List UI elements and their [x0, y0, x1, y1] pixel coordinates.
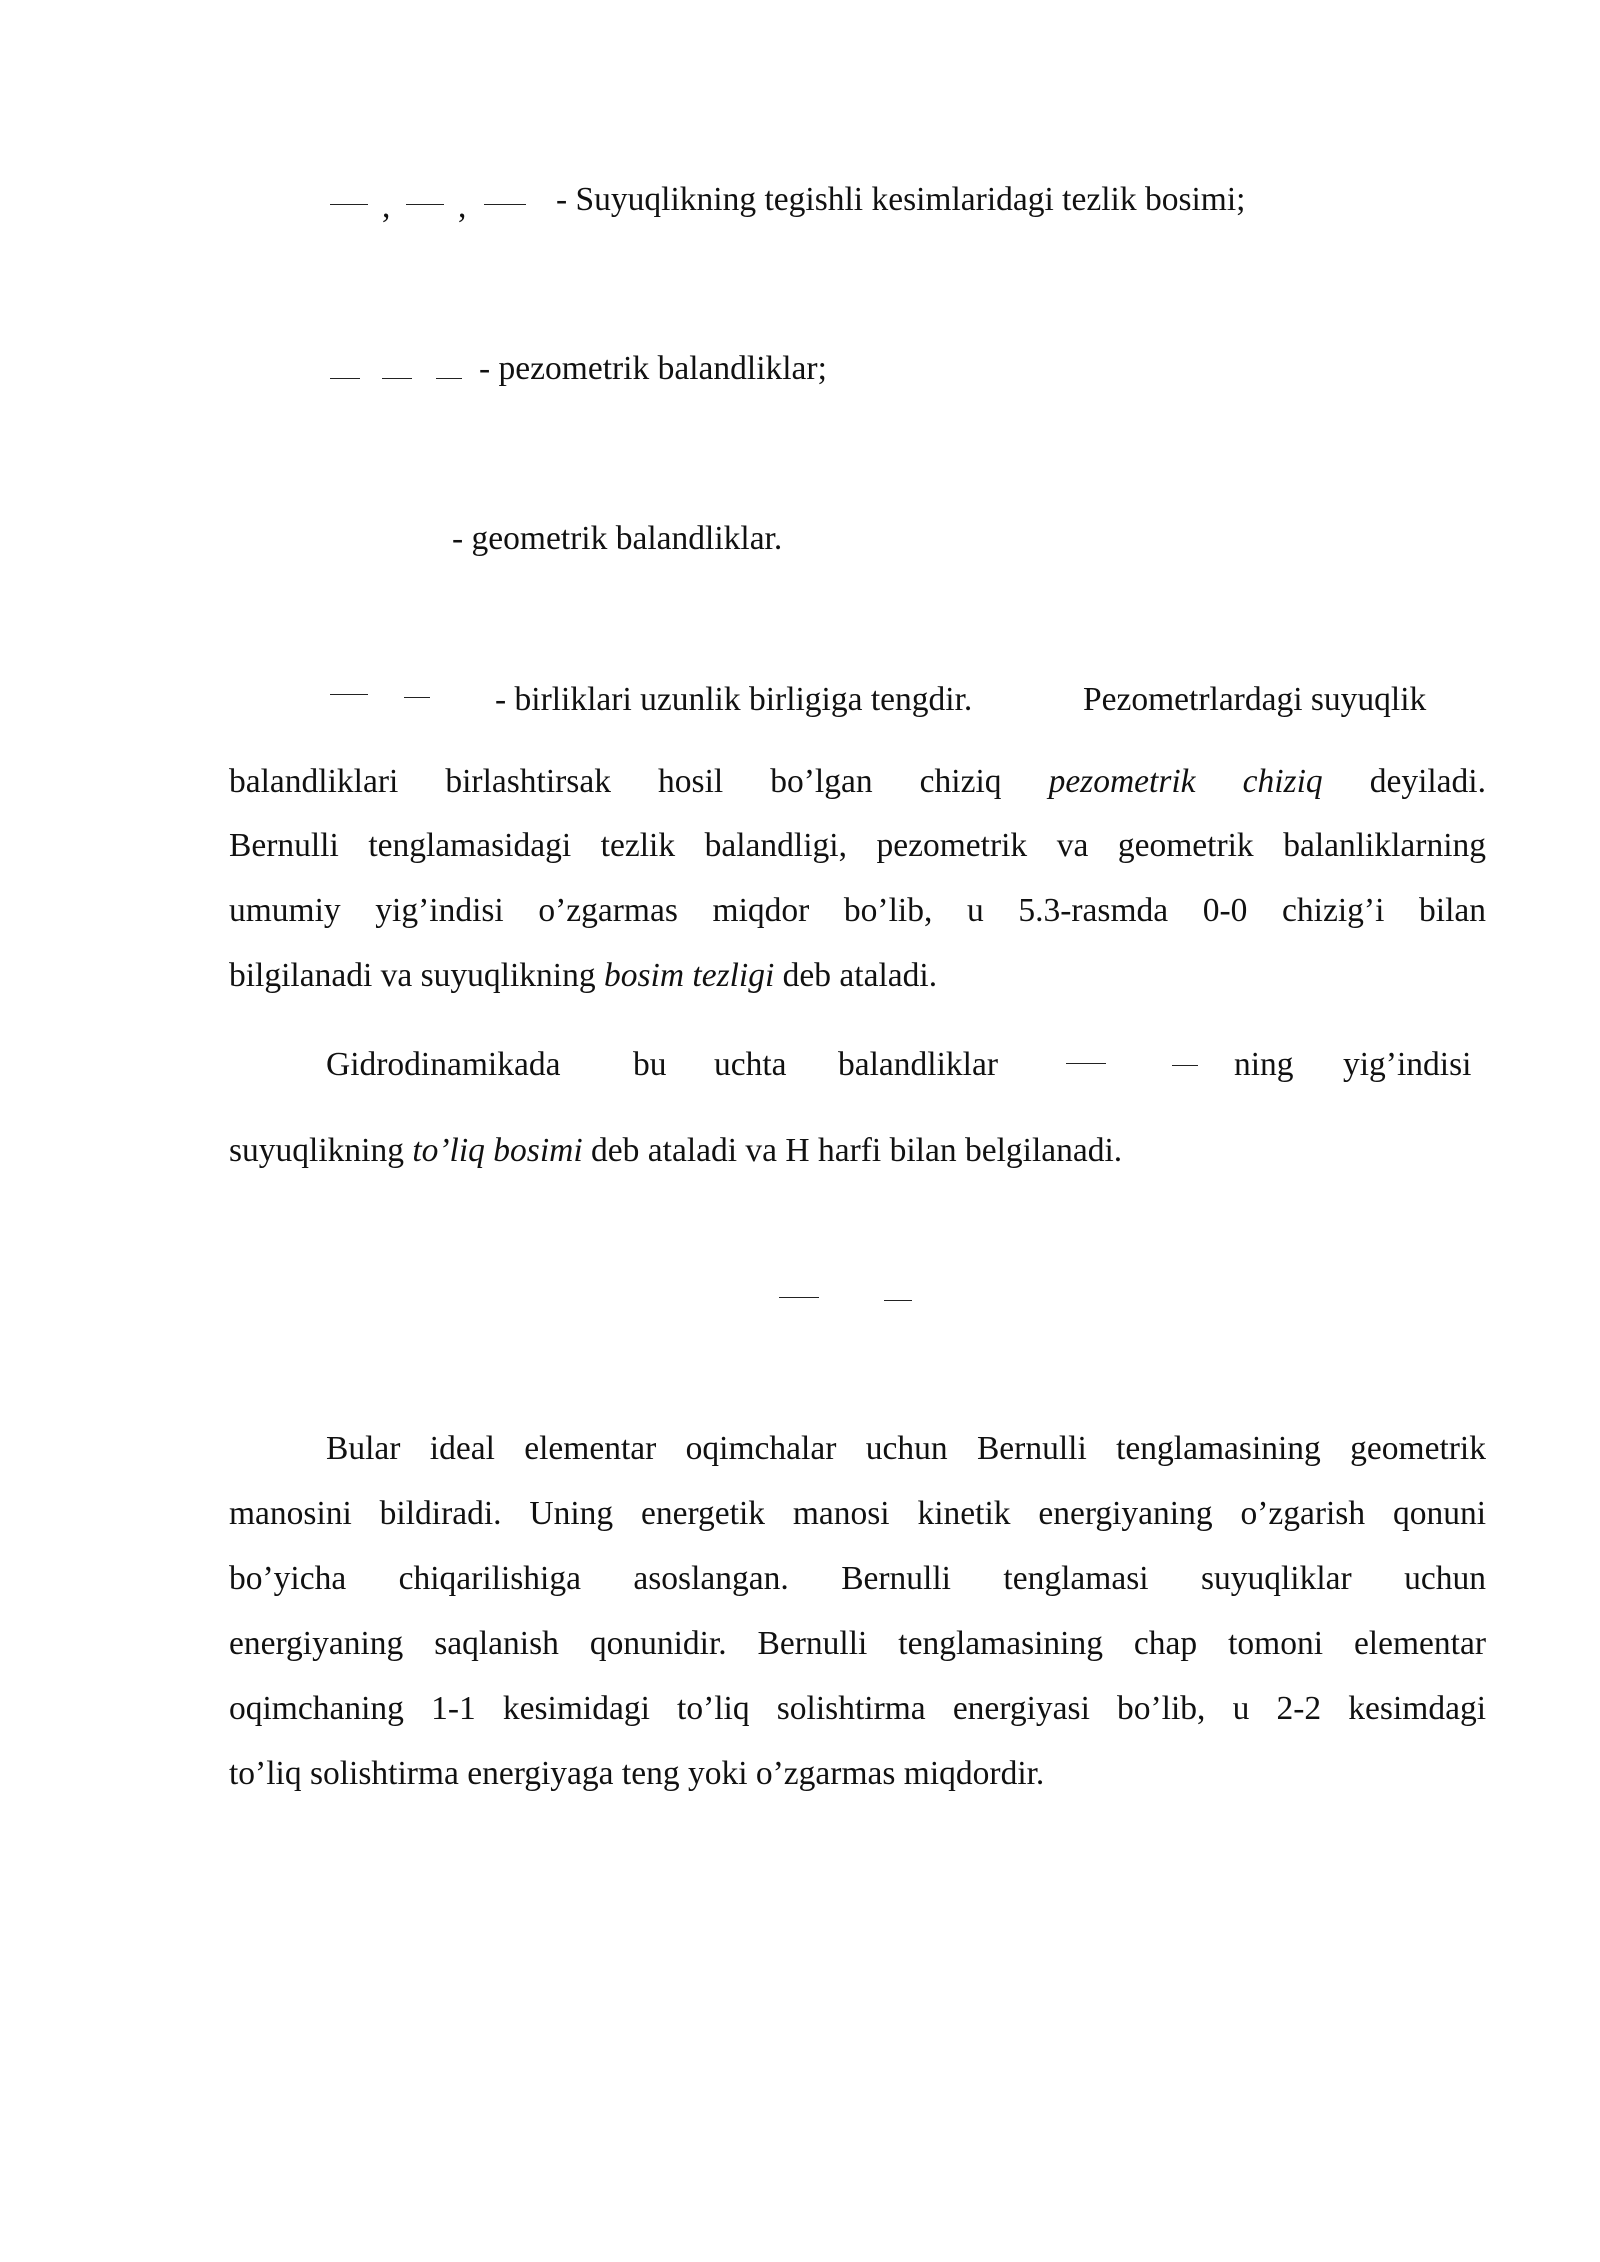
paragraph-3-line-4: energiyaning saqlanish qonunidir. Bernulli tenglamasining chap tomoni elementar	[229, 1625, 1486, 1662]
paragraph-1-line-3: umumiy yig’indisi o’zgarmas miqdor bo’lib, u 5.3-rasmda 0-0 chizig’i bilan	[229, 892, 1486, 929]
paragraph-1-line-1: balandliklari birlashtirsak hosil bo’lgan chiziq pezometrik chiziq deyiladi.	[229, 763, 1486, 800]
paragraph-2-word-1: Gidrodinamikada	[326, 1046, 561, 1083]
formula-fraction-1	[779, 1297, 819, 1298]
paragraph-1-line-4: bilgilanadi va suyuqlikning bosim tezligi deb ataladi.	[229, 957, 938, 994]
paragraph-2-line-2: suyuqlikning to’liq bosimi deb ataladi va H harfi bilan belgilanadi.	[229, 1132, 1123, 1169]
paragraph-2-word-6: yig’indisi	[1343, 1046, 1472, 1083]
paragraph-2-word-4: balandliklar	[838, 1046, 998, 1083]
formula-fraction-2	[884, 1300, 912, 1301]
velocity-head-fraction-2	[406, 204, 444, 205]
paragraph-3-line-5: oqimchaning 1-1 kesimidagi to’liq solishtirma energiyasi bo’lib, u 2-2 kesimdagi	[229, 1690, 1486, 1727]
paragraph-3-line-2: manosini bildiradi. Uning energetik manosi kinetik energiyaning o’zgarish qonuni	[229, 1495, 1486, 1532]
pezometric-fraction-1	[330, 378, 360, 379]
total-head-fraction-1	[1066, 1063, 1106, 1064]
velocity-separator-2: ,	[458, 188, 467, 225]
paragraph-2-word-5: ning	[1234, 1046, 1294, 1083]
pezometric-fraction-2	[382, 378, 412, 379]
paragraph-3-line-1: Bular ideal elementar oqimchalar uchun Bernulli tenglamasining geometrik	[326, 1430, 1486, 1467]
paragraph-3-line-3: bo’yicha chiqarilishiga asoslangan. Bernulli tenglamasi suyuqliklar uchun	[229, 1560, 1486, 1597]
units-definition: - birliklari uzunlik birligiga tengdir.	[495, 681, 973, 718]
paragraph-2-word-2: bu	[633, 1046, 667, 1083]
paragraph-2-word-3: uchta	[714, 1046, 787, 1083]
units-fraction-1	[330, 694, 368, 695]
geometric-definition: - geometrik balandliklar.	[452, 520, 783, 557]
velocity-head-definition: - Suyuqlikning tegishli kesimlaridagi tezlik bosimi;	[556, 181, 1246, 218]
units-fraction-2	[404, 697, 430, 698]
paragraph-1-line-2: Bernulli tenglamasidagi tezlik balandligi, pezometrik va geometrik balanliklarning	[229, 827, 1486, 864]
velocity-head-fraction-3	[484, 204, 526, 205]
units-continuation: Pezometrlardagi suyuqlik	[1083, 681, 1427, 718]
pezometric-definition: - pezometrik balandliklar;	[479, 350, 827, 387]
velocity-separator-1: ,	[382, 188, 391, 225]
total-head-fraction-2	[1172, 1065, 1198, 1066]
pezometric-fraction-3	[436, 378, 462, 379]
paragraph-3-line-6: to’liq solishtirma energiyaga teng yoki o’zgarmas miqdordir.	[229, 1755, 1045, 1792]
velocity-head-fraction-1	[330, 204, 368, 205]
